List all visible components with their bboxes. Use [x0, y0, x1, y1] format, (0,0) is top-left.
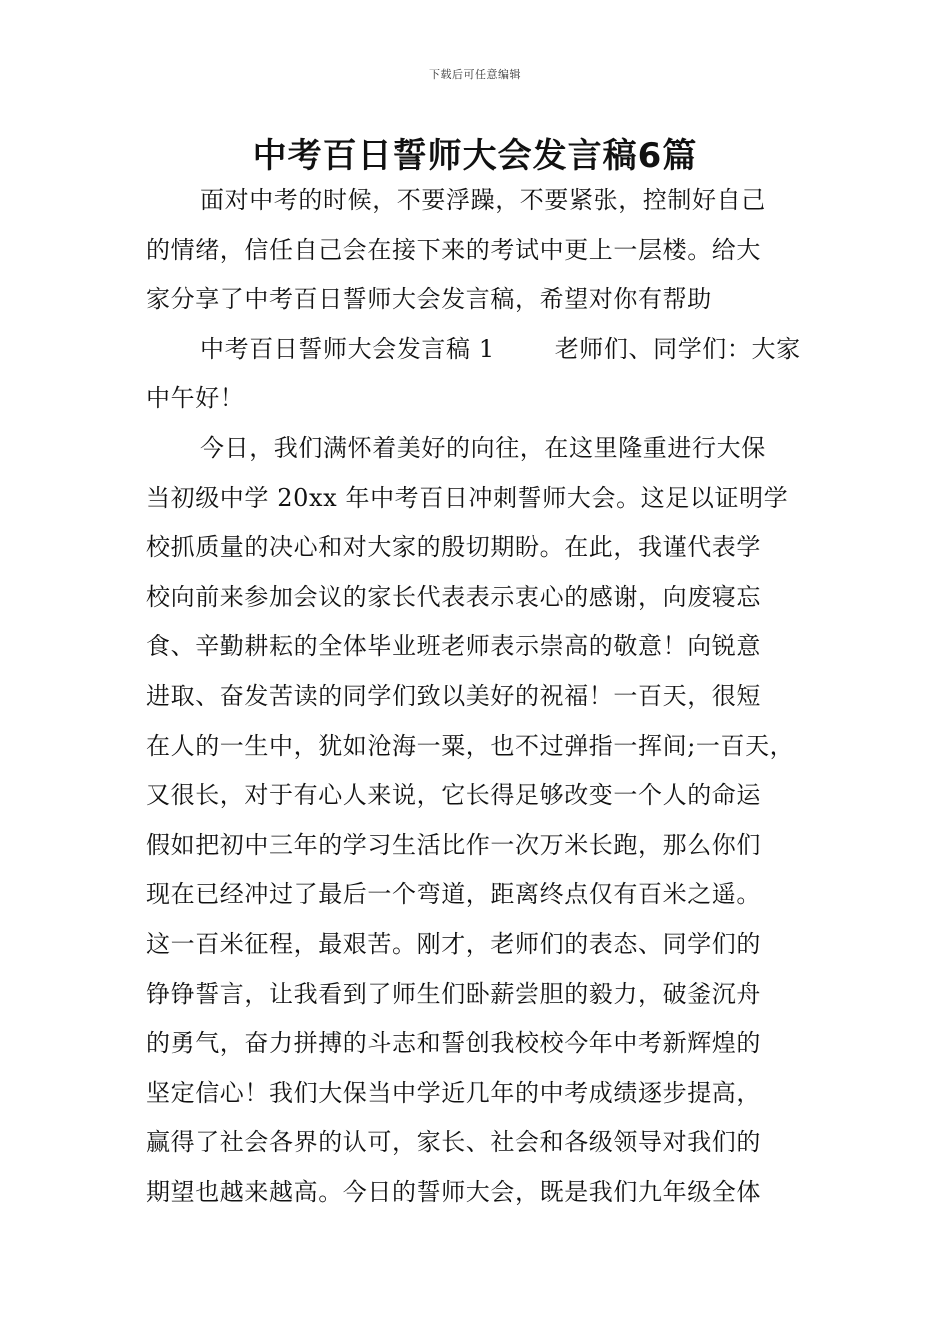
body-line: 这一百米征程，最艰苦。刚才，老师们的表态、同学们的	[146, 929, 761, 958]
body-line: 赢得了社会各界的认可，家长、社会和各级领导对我们的	[146, 1128, 761, 1157]
body-line: 今日，我们满怀着美好的向往，在这里隆重进行大保	[200, 433, 766, 462]
body-line: 假如把初中三年的学习生活比作一次万米长跑，那么你们	[146, 830, 761, 859]
body-line: 校抓质量的决心和对大家的殷切期盼。在此，我谨代表学	[146, 533, 761, 562]
document-body	[146, 176, 806, 1217]
body-line: 食、辛勤耕耘的全体毕业班老师表示崇高的敬意！向锐意	[146, 632, 761, 661]
document-title: 中考百日誓师大会发言稿6篇	[252, 136, 698, 176]
body-line: 进取、奋发苦读的同学们致以美好的祝福！一百天，很短	[146, 681, 761, 710]
body-line: 在人的一生中，犹如沧海一粟，也不过弹指一挥间;一百天，	[146, 731, 795, 760]
salutation-line: 中午好！	[146, 384, 245, 413]
section-heading: 中考百日誓师大会发言稿 1	[200, 334, 495, 363]
body-line: 校向前来参加会议的家长代表表示衷心的感谢，向废寝忘	[146, 582, 761, 611]
body-line: 坚定信心！我们大保当中学近几年的中考成绩逐步提高，	[146, 1078, 761, 1107]
intro-line: 的情绪，信任自己会在接下来的考试中更上一层楼。给大	[146, 235, 761, 264]
intro-line: 家分享了中考百日誓师大会发言稿，希望对你有帮助	[146, 285, 712, 314]
intro-line: 面对中考的时候，不要浮躁，不要紧张，控制好自己	[200, 186, 766, 214]
body-line: 铮铮誓言，让我看到了师生们卧薪尝胆的毅力，破釜沉舟	[146, 979, 761, 1008]
section-heading-line	[146, 325, 806, 375]
body-line: 期望也越来越高。今日的誓师大会，既是我们九年级全体	[146, 1177, 761, 1206]
body-line: 的勇气，奋力拼搏的斗志和誓创我校校今年中考新辉煌的	[146, 1029, 761, 1058]
header-note: 下载后可任意编辑	[429, 68, 521, 81]
salutation: 老师们、同学们：大家	[554, 334, 801, 363]
body-line: 当初级中学 20xx 年中考百日冲刺誓师大会。这足以证明学	[146, 483, 789, 512]
body-line: 又很长，对于有心人来说，它长得足够改变一个人的命运	[146, 781, 761, 810]
body-line: 现在已经冲过了最后一个弯道，距离终点仅有百米之遥。	[146, 880, 761, 909]
